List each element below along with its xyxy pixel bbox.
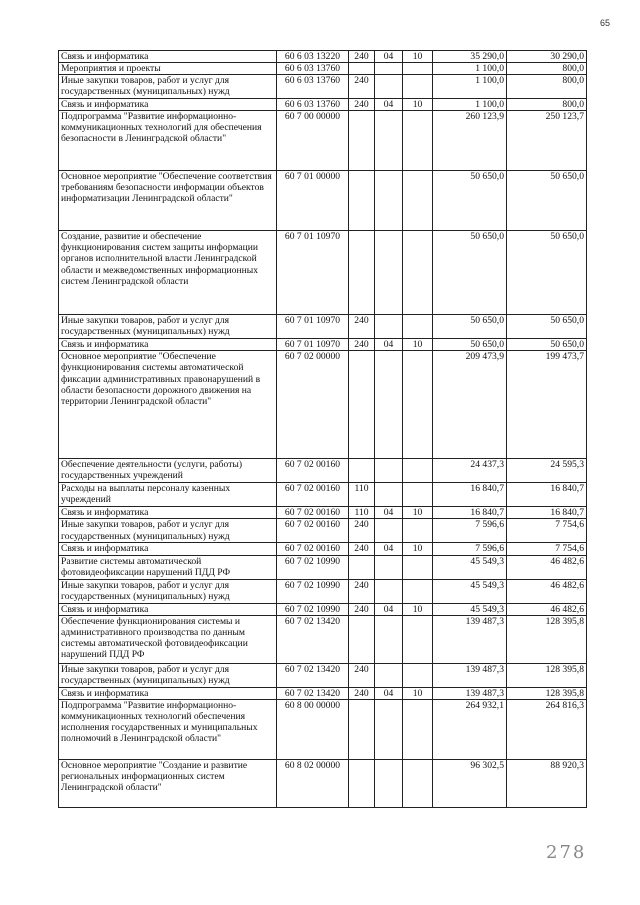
cell-vr: 240 [349,315,375,339]
table-row [59,615,587,663]
table-row [59,507,587,519]
cell-vr: 110 [349,483,375,507]
cell-name: Основное мероприятие "Обеспечение функционирования системы автоматической фиксации административных правонарушений в области безопасности дорожного движения на территории Ленинградской области" [59,351,277,459]
cell-vr: 240 [349,339,375,351]
cell-name: Связь и информатика [59,687,277,699]
cell-name: Подпрограмма "Развитие информационно-коммуникационных технологий для обеспечения безопасности в Ленинградской области" [59,111,277,171]
cell-name: Основное мероприятие "Обеспечение соответствия требованиям безопасности информации объектов информатизации Ленинградской области" [59,171,277,231]
cell-v2: 46 482,6 [507,603,587,615]
cell-rz [375,699,403,759]
cell-name: Связь и информатика [59,51,277,63]
cell-vr [349,555,375,579]
cell-pr [403,231,433,315]
table-row [59,231,587,315]
cell-name: Иные закупки товаров, работ и услуг для государственных (муниципальных) нужд [59,663,277,687]
cell-code: 60 7 02 10990 [277,555,349,579]
cell-name: Иные закупки товаров, работ и услуг для государственных (муниципальных) нужд [59,315,277,339]
cell-vr [349,231,375,315]
cell-v1: 1 100,0 [433,99,507,111]
cell-v2: 128 395,8 [507,663,587,687]
cell-v1: 209 473,9 [433,351,507,459]
cell-pr [403,579,433,603]
cell-v1: 1 100,0 [433,75,507,99]
cell-code: 60 7 01 10970 [277,339,349,351]
cell-code: 60 7 00 00000 [277,111,349,171]
cell-vr [349,759,375,807]
table-row [59,759,587,807]
cell-v1: 139 487,3 [433,615,507,663]
cell-pr [403,519,433,543]
cell-vr: 240 [349,75,375,99]
cell-pr [403,615,433,663]
cell-v1: 1 100,0 [433,63,507,75]
cell-pr: 10 [403,99,433,111]
cell-rz: 04 [375,603,403,615]
cell-name: Иные закупки товаров, работ и услуг для государственных (муниципальных) нужд [59,75,277,99]
table-row [59,315,587,339]
cell-code: 60 8 02 00000 [277,759,349,807]
cell-pr: 10 [403,339,433,351]
cell-pr: 10 [403,543,433,555]
cell-code: 60 8 00 00000 [277,699,349,759]
cell-pr [403,75,433,99]
cell-pr [403,483,433,507]
archive-stamp-number: 278 [546,842,587,863]
cell-v1: 50 650,0 [433,171,507,231]
cell-v1: 45 549,3 [433,555,507,579]
cell-v2: 800,0 [507,63,587,75]
cell-rz [375,315,403,339]
cell-rz: 04 [375,339,403,351]
cell-v1: 139 487,3 [433,663,507,687]
cell-pr [403,351,433,459]
cell-v1: 16 840,7 [433,483,507,507]
page-number: 65 [599,18,610,28]
cell-vr [349,171,375,231]
table-row [59,75,587,99]
cell-rz [375,459,403,483]
cell-vr [349,351,375,459]
cell-code: 60 7 02 00160 [277,483,349,507]
table-row [59,699,587,759]
cell-vr: 240 [349,543,375,555]
cell-vr: 240 [349,51,375,63]
cell-v1: 96 302,5 [433,759,507,807]
cell-pr: 10 [403,51,433,63]
cell-v1: 16 840,7 [433,507,507,519]
cell-v2: 46 482,6 [507,555,587,579]
cell-name: Обеспечение функционирования системы и административного производства по данным системы автоматической фотовидеофиксации нарушений ПДД РФ [59,615,277,663]
cell-rz: 04 [375,687,403,699]
cell-code: 60 7 02 00160 [277,507,349,519]
cell-pr: 10 [403,507,433,519]
cell-code: 60 6 03 13760 [277,63,349,75]
cell-code: 60 7 02 00160 [277,543,349,555]
cell-rz [375,171,403,231]
cell-name: Развитие системы автоматической фотовидеофиксации нарушений ПДД РФ [59,555,277,579]
cell-code: 60 7 02 10990 [277,603,349,615]
table-row [59,519,587,543]
cell-v2: 88 920,3 [507,759,587,807]
cell-v1: 50 650,0 [433,231,507,315]
cell-v2: 7 754,6 [507,519,587,543]
cell-name: Связь и информатика [59,603,277,615]
cell-v1: 7 596,6 [433,543,507,555]
cell-name: Связь и информатика [59,99,277,111]
table-row [59,63,587,75]
cell-vr: 240 [349,579,375,603]
table-row [59,579,587,603]
table-row [59,555,587,579]
cell-name: Обеспечение деятельности (услуги, работы) государственных учреждений [59,459,277,483]
cell-rz: 04 [375,507,403,519]
cell-code: 60 7 02 00160 [277,519,349,543]
table-row [59,111,587,171]
cell-v1: 139 487,3 [433,687,507,699]
cell-v1: 264 932,1 [433,699,507,759]
cell-name: Связь и информатика [59,543,277,555]
cell-pr [403,315,433,339]
cell-pr [403,171,433,231]
cell-pr [403,555,433,579]
cell-rz [375,351,403,459]
cell-name: Мероприятия и проекты [59,63,277,75]
cell-vr: 110 [349,507,375,519]
cell-name: Основное мероприятие "Создание и развитие региональных информационных систем Ленинградской области" [59,759,277,807]
cell-name: Иные закупки товаров, работ и услуг для государственных (муниципальных) нужд [59,579,277,603]
cell-name: Связь и информатика [59,507,277,519]
table-row [59,51,587,63]
cell-code: 60 7 01 10970 [277,231,349,315]
cell-code: 60 7 02 13420 [277,615,349,663]
cell-pr [403,111,433,171]
table-row [59,483,587,507]
cell-vr [349,699,375,759]
cell-v2: 24 595,3 [507,459,587,483]
cell-v2: 199 473,7 [507,351,587,459]
cell-code: 60 6 03 13760 [277,75,349,99]
cell-rz [375,555,403,579]
cell-v2: 7 754,6 [507,543,587,555]
cell-pr: 10 [403,687,433,699]
cell-pr [403,459,433,483]
budget-table [58,50,587,808]
cell-vr: 240 [349,99,375,111]
cell-name: Иные закупки товаров, работ и услуг для государственных (муниципальных) нужд [59,519,277,543]
cell-rz: 04 [375,543,403,555]
cell-v2: 800,0 [507,99,587,111]
cell-code: 60 7 02 13420 [277,687,349,699]
cell-rz [375,231,403,315]
table-row [59,543,587,555]
table-row [59,99,587,111]
cell-rz [375,483,403,507]
cell-vr: 240 [349,663,375,687]
table-row [59,663,587,687]
table-row [59,339,587,351]
cell-pr [403,663,433,687]
cell-rz: 04 [375,99,403,111]
cell-rz [375,579,403,603]
table-row [59,171,587,231]
cell-pr [403,63,433,75]
cell-v2: 50 650,0 [507,315,587,339]
cell-v2: 16 840,7 [507,483,587,507]
cell-vr [349,63,375,75]
cell-v2: 250 123,7 [507,111,587,171]
cell-vr: 240 [349,519,375,543]
cell-v2: 264 816,3 [507,699,587,759]
cell-pr: 10 [403,603,433,615]
cell-v2: 46 482,6 [507,579,587,603]
table-row [59,459,587,483]
cell-rz [375,759,403,807]
cell-rz [375,519,403,543]
cell-v1: 50 650,0 [433,339,507,351]
cell-v1: 7 596,6 [433,519,507,543]
cell-rz [375,663,403,687]
cell-v2: 50 650,0 [507,339,587,351]
cell-code: 60 7 02 10990 [277,579,349,603]
table-row [59,603,587,615]
cell-v2: 128 395,8 [507,687,587,699]
cell-code: 60 7 02 13420 [277,663,349,687]
cell-name: Создание, развитие и обеспечение функционирования систем защиты информации органов исполнительной власти Ленинградской области и межведомственных информационных систем Ленинградской области [59,231,277,315]
cell-code: 60 7 01 00000 [277,171,349,231]
cell-code: 60 6 03 13760 [277,99,349,111]
cell-v2: 30 290,0 [507,51,587,63]
cell-v2: 800,0 [507,75,587,99]
table-row [59,687,587,699]
cell-v2: 128 395,8 [507,615,587,663]
cell-pr [403,759,433,807]
cell-vr: 240 [349,603,375,615]
cell-rz: 04 [375,51,403,63]
cell-name: Подпрограмма "Развитие информационно-коммуникационных технологий обеспечения исполнения государственных и муниципальных полномочий в Ленинградской области" [59,699,277,759]
cell-rz [375,75,403,99]
cell-v1: 24 437,3 [433,459,507,483]
cell-code: 60 6 03 13220 [277,51,349,63]
table-row [59,351,587,459]
cell-v1: 35 290,0 [433,51,507,63]
cell-rz [375,111,403,171]
cell-v1: 45 549,3 [433,579,507,603]
cell-v2: 16 840,7 [507,507,587,519]
cell-name: Расходы на выплаты персоналу казенных учреждений [59,483,277,507]
cell-rz [375,63,403,75]
cell-name: Связь и информатика [59,339,277,351]
cell-vr: 240 [349,687,375,699]
cell-code: 60 7 02 00000 [277,351,349,459]
cell-v2: 50 650,0 [507,171,587,231]
cell-rz [375,615,403,663]
cell-v1: 50 650,0 [433,315,507,339]
cell-v1: 260 123,9 [433,111,507,171]
cell-pr [403,699,433,759]
cell-vr [349,615,375,663]
cell-code: 60 7 01 10970 [277,315,349,339]
cell-v2: 50 650,0 [507,231,587,315]
cell-vr [349,459,375,483]
cell-vr [349,111,375,171]
cell-v1: 45 549,3 [433,603,507,615]
cell-code: 60 7 02 00160 [277,459,349,483]
